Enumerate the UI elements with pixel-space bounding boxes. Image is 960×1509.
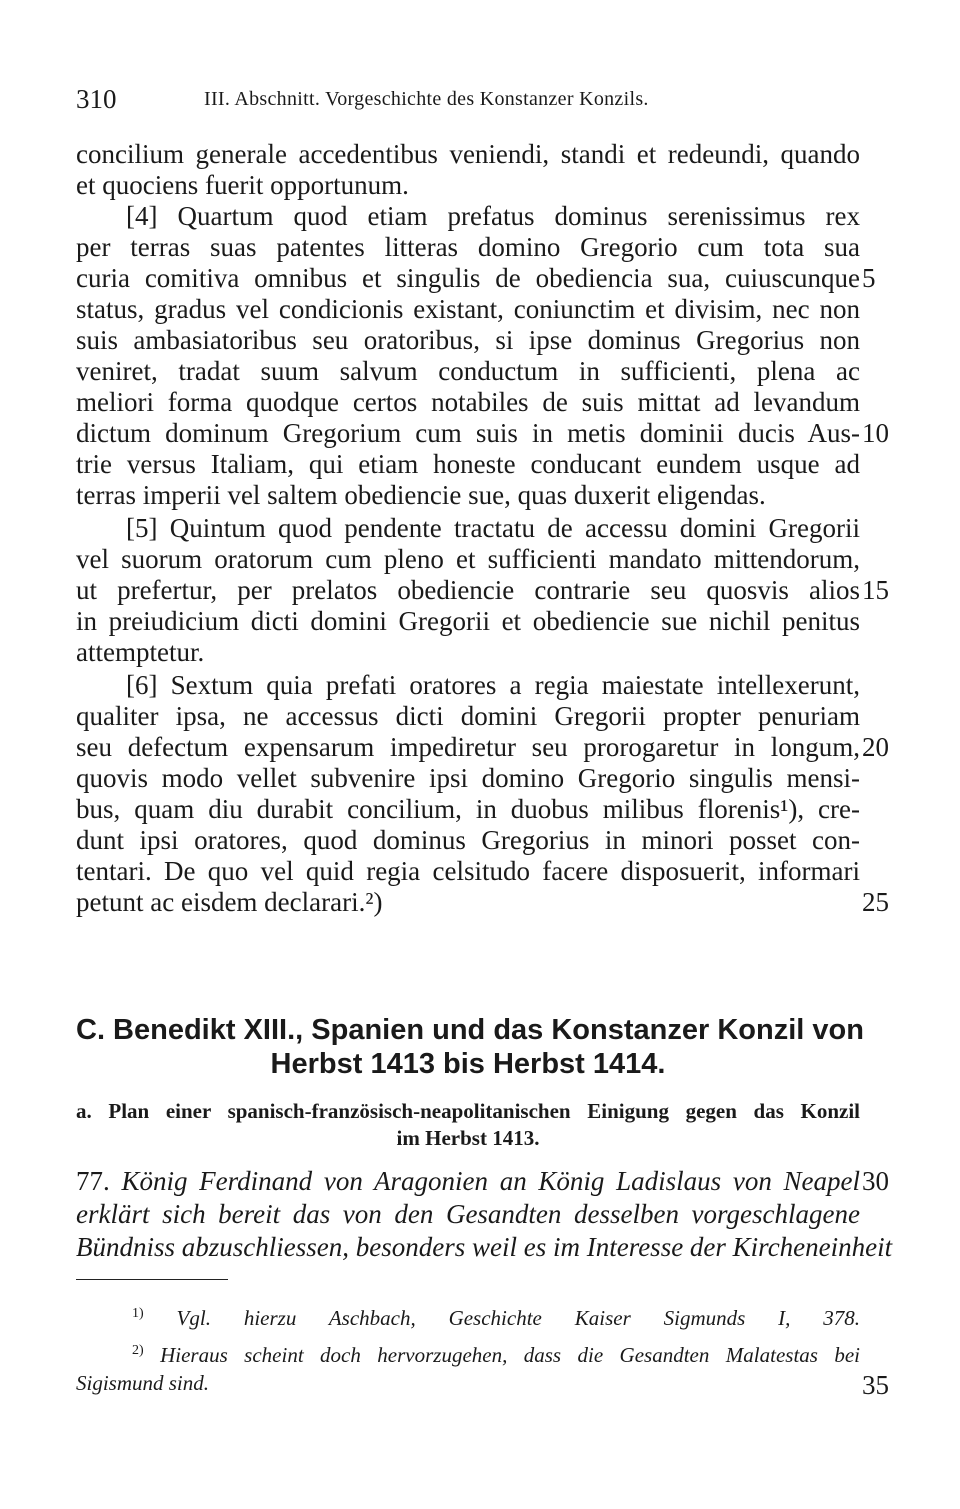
footnote-text: Vgl. hierzu Aschbach, Geschichte Kaiser Sigmunds I, 378. — [176, 1306, 861, 1330]
footnote-text: Hieraus scheint doch hervorzugehen, dass die Gesandten Malatestas bei — [160, 1343, 861, 1367]
text-line: ut prefertur, per prelatos obediencie contrarie seu quosvis alios — [76, 575, 860, 605]
line-number: 25 — [862, 887, 889, 917]
line-number: 30 — [862, 1166, 889, 1196]
text-line: trie versus Italiam, qui etiam honeste conducant eundem usque ad — [76, 449, 860, 479]
line-number: 5 — [862, 263, 876, 293]
text-line: vel suorum oratorum cum pleno et sufficienti mandato mittendorum, — [76, 544, 860, 574]
text-line: status, gradus vel condicionis existant, coniunctim et divisim, nec non — [76, 294, 860, 324]
text-line: tentari. De quo vel quid regia celsitudo facere disposuerit, informari — [76, 856, 860, 886]
page-number: 310 — [76, 84, 117, 114]
line-number: 35 — [862, 1370, 889, 1400]
regest-line-3: Bündniss abzuschliessen, besonders weil es im Interesse der Kircheneinheit — [76, 1232, 893, 1262]
text-line: bus, quam diu durabit concilium, in duobus milibus florenis¹), cre- — [76, 794, 860, 824]
text-line: veniret, tradat suum salvum conductum in sufficienti, plena ac — [76, 356, 860, 386]
text-line: quovis modo vellet subvenire ipsi domino Gregorio singulis mensi- — [76, 763, 860, 793]
text-line: petunt ac eisdem declarari.²) — [76, 887, 383, 917]
text-line: suis ambasiatoribus seu oratoribus, si ipse dominus Gregorius non — [76, 325, 860, 355]
subsection-title-line-1: a. Plan einer spanisch-französisch-neapolitanischen Einigung gegen das Konzil — [76, 1099, 860, 1123]
text-line: [6] Sextum quia prefati oratores a regia maiestate intellexerunt, — [126, 670, 860, 700]
regest-line-1-text: König Ferdinand von Aragonien an König Ladislaus von Neapel — [121, 1166, 861, 1196]
text-line: concilium generale accedentibus veniendi, standi et redeundi, quando — [76, 139, 860, 169]
regest-line-1 — [76, 1166, 860, 1197]
running-title: III. Abschnitt. Vorgeschichte des Konstanzer Konzils. — [204, 88, 649, 110]
footnote-marker: 1) — [132, 1306, 144, 1321]
footnote-marker: 2) — [132, 1343, 144, 1358]
section-title-line-1: C. Benedikt XIII., Spanien und das Konstanzer Konzil von — [76, 1014, 864, 1046]
text-line: dictum dominum Gregorium cum suis in metis dominii ducis Aus- — [76, 418, 860, 448]
footnote-2 — [132, 1342, 860, 1368]
text-line: et quociens fuerit opportunum. — [76, 170, 409, 200]
text-line: meliori forma quodque certos notabiles de suis mittat ad levandum — [76, 387, 860, 417]
text-line: dunt ipsi oratores, quod dominus Gregorius in minori posset con- — [76, 825, 860, 855]
line-number: 20 — [862, 732, 889, 762]
text-line: terras imperii vel saltem obediencie sue, quas duxerit eligendas. — [76, 480, 766, 510]
text-line: seu defectum expensarum impediretur seu prorogaretur in longum, — [76, 732, 860, 762]
text-line: curia comitiva omnibus et singulis de obediencia sua, cuiuscunque — [76, 263, 860, 293]
footnote-2-continuation: Sigismund sind. — [76, 1371, 210, 1395]
text-line: attemptetur. — [76, 637, 205, 667]
subsection-title-line-2: im Herbst 1413. — [396, 1126, 540, 1150]
footnote-1 — [132, 1305, 860, 1331]
text-line: in preiudicium dicti domini Gregorii et obediencie sue nichil penitus — [76, 606, 860, 636]
line-number: 15 — [862, 575, 889, 605]
text-line: per terras suas patentes litteras domino Gregorio cum tota sua — [76, 232, 860, 262]
footnote-divider — [76, 1279, 228, 1280]
line-number: 10 — [862, 418, 889, 448]
section-title-line-2: Herbst 1413 bis Herbst 1414. — [270, 1048, 666, 1080]
document-number: 77. — [76, 1166, 110, 1196]
text-line: qualiter ipsa, ne accessus dicti domini Gregorii propter penuriam — [76, 701, 860, 731]
regest-line-2: erklärt sich bereit das von den Gesandten desselben vorgeschlagene — [76, 1199, 860, 1229]
text-line: [4] Quartum quod etiam prefatus dominus serenissimus rex — [126, 201, 860, 231]
text-line: [5] Quintum quod pendente tractatu de accessu domini Gregorii — [126, 513, 860, 543]
